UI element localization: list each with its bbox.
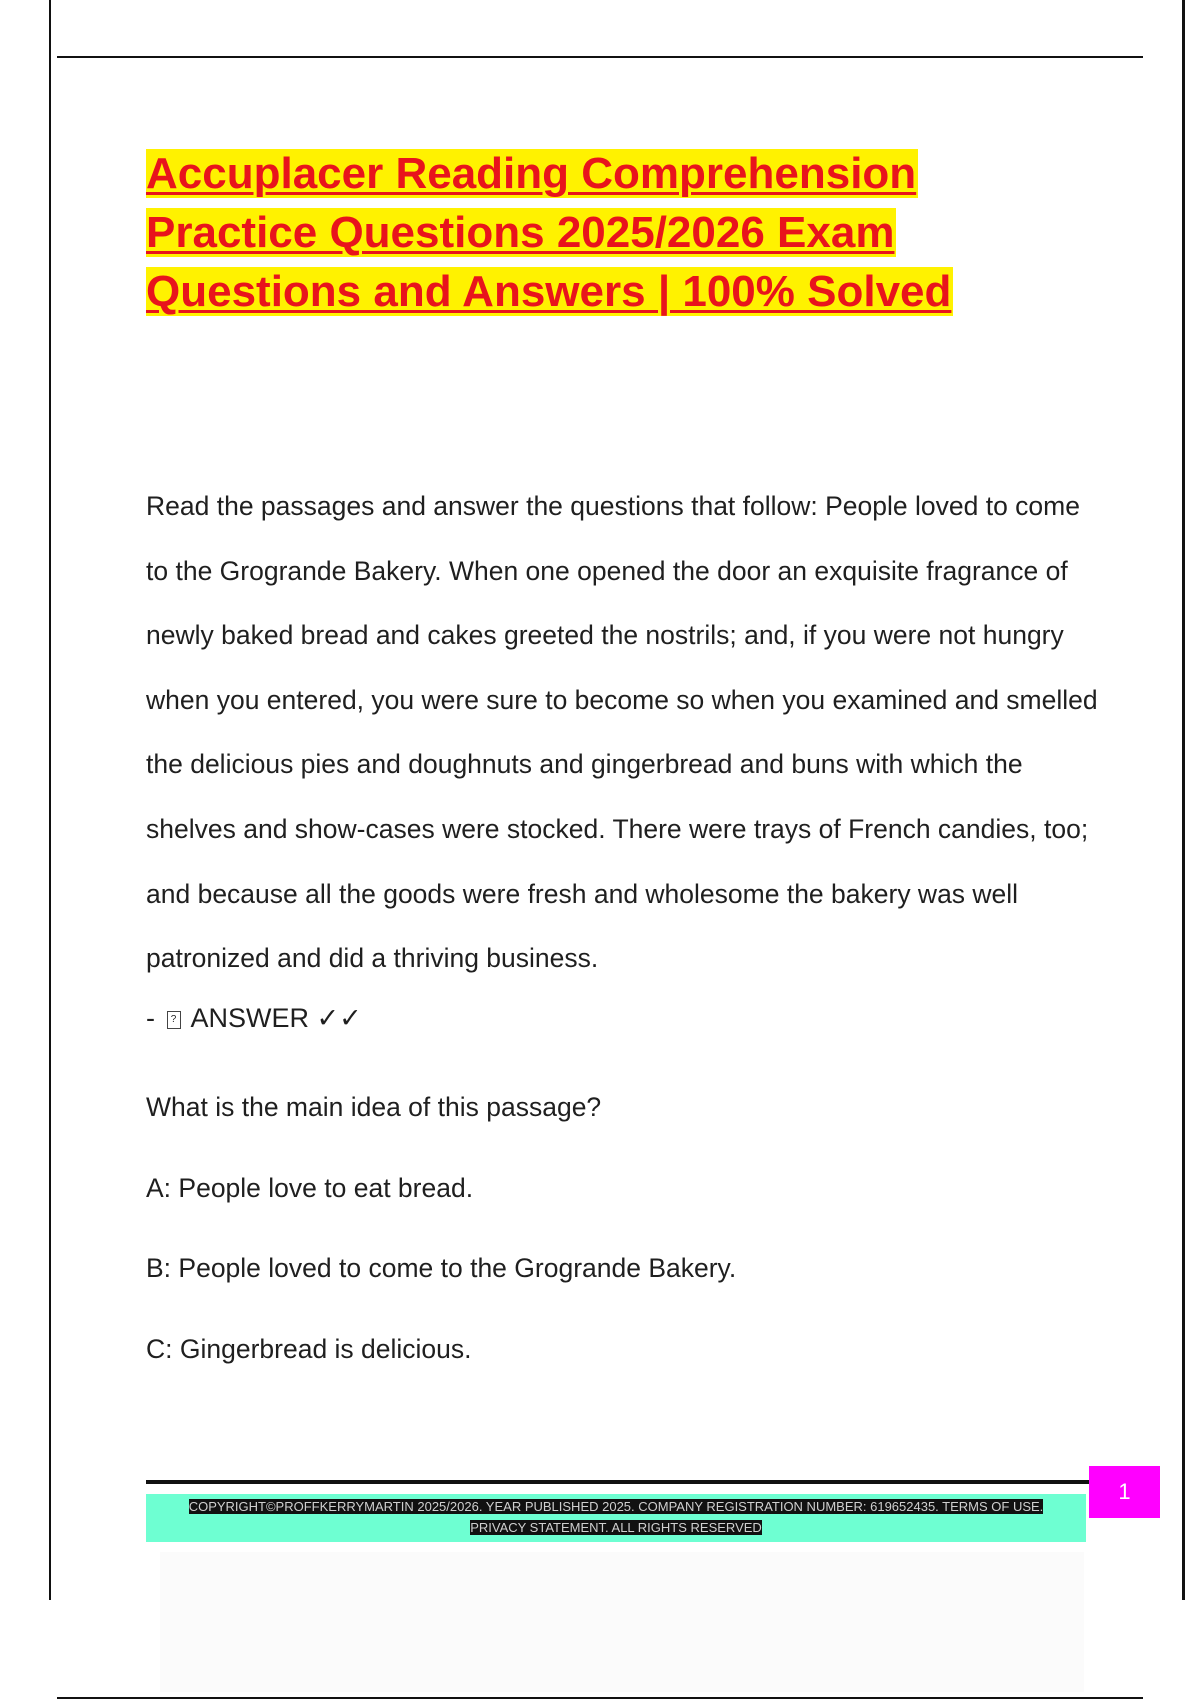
footer-rule <box>146 1480 1090 1484</box>
copyright-footer <box>146 1494 1086 1542</box>
question-text: What is the main idea of this passage? <box>146 1092 602 1122</box>
page-border-right <box>1182 0 1185 1600</box>
bottom-rule <box>57 1697 1143 1699</box>
missing-glyph-icon: ? <box>167 1011 181 1029</box>
answer-marker <box>146 998 362 1038</box>
option-b: B: People loved to come to the Grogrande Bakery. <box>146 1253 737 1283</box>
copyright-line-1: COPYRIGHT©PROFFKERRYMARTIN 2025/2026. YEAR PUBLISHED 2025. COMPANY REGISTRATION NUMBER: 619652435. TERMS OF USE. <box>188 1499 1044 1514</box>
reading-passage: Read the passages and answer the questions that follow: People loved to come to the Grogrande Bakery. When one opened the door an exquisite fragrance of newly baked bread and cakes greeted the nostrils; and, if you were not hungry when you entered, you were sure to become so when you examined and smelled the delicious pies and doughnuts and gingerbread and buns with which the shelves and show-cases were stocked. There were trays of French candies, too; and because all the goods were fresh and wholesome the bakery was well patronized and did a thriving business. <box>146 491 1098 974</box>
title-line-3: Questions and Answers | 100% Solved <box>146 267 952 316</box>
document-title <box>146 144 1086 321</box>
option-c: C: Gingerbread is delicious. <box>146 1334 472 1364</box>
option-a: A: People love to eat bread. <box>146 1173 474 1203</box>
page-number-badge: 1 <box>1089 1466 1160 1518</box>
blank-area <box>160 1552 1084 1692</box>
top-rule <box>57 56 1143 58</box>
title-line-2: Practice Questions 2025/2026 Exam <box>146 208 895 257</box>
title-line-1: Accuplacer Reading Comprehension <box>146 149 917 198</box>
copyright-line-2: PRIVACY STATEMENT. ALL RIGHTS RESERVED <box>470 1520 762 1535</box>
answer-label: ANSWER ✓✓ <box>190 1003 362 1033</box>
answer-prefix: - <box>146 1003 155 1033</box>
page-border-left <box>49 0 51 1600</box>
